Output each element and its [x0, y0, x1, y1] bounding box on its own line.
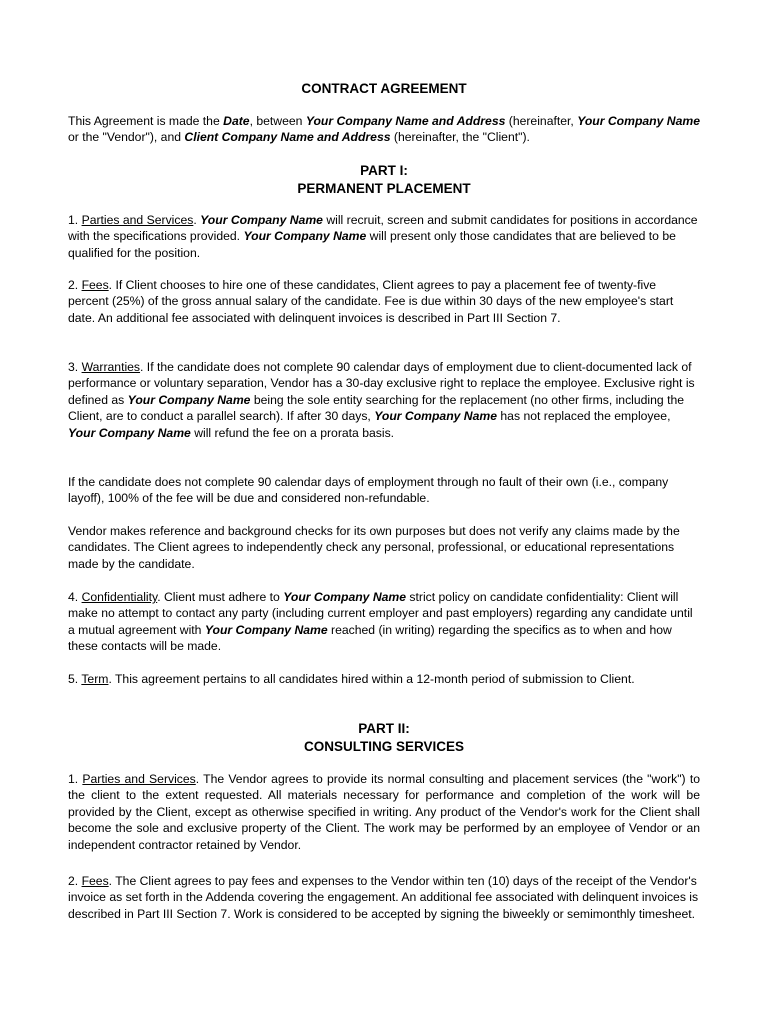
text: has not replaced the employee, [497, 409, 671, 424]
date-placeholder: Date [223, 114, 250, 128]
company-name-placeholder: Your Company Name [283, 590, 407, 604]
text: . The Client agrees to pay fees and expenses to the Vendor within ten (10) days of the receipt of the Vendor's invoice as set forth in the Addenda covering the engagement. An additional fee associated with delinquent invoices is described in Part III Section 7. Work is considered to be accepted by signing the biweekly or semimonthly timesheet. [68, 874, 699, 921]
text: strict policy on candidate confidentiality: Client will make no attempt to contact any party (including current employer and past employers) regarding any candidate until a mutual agreement with [68, 590, 693, 637]
section-number: 2. [68, 278, 82, 292]
text: will recruit, screen and submit candidates for positions in accordance with the specifications provided. [68, 213, 698, 244]
section-title: Fees [81, 278, 109, 292]
text: , between [249, 114, 306, 128]
text: . If Client chooses to hire one of these candidates, Client agrees to pay a placement fee of twenty-five percent (25%) of the gross annual salary of the candidate. Fee is due within 30 days of the new employee's start date. An additional fee associated with delinquent invoices is described in Part III Section 7. [68, 278, 674, 325]
part1-section5-paragraph [68, 671, 700, 687]
section-title: Fees [81, 874, 109, 888]
part2-heading-title: CONSULTING SERVICES [303, 739, 465, 754]
section-title: Term [81, 672, 109, 686]
part2-heading-number: PART II: [358, 721, 410, 736]
section-title: Warranties [81, 360, 141, 374]
part1-section4-paragraph [68, 589, 700, 655]
text: will refund the fee on a prorata basis. [190, 425, 395, 440]
company-name-placeholder: Your Company Name [243, 229, 367, 244]
text: . [193, 213, 201, 227]
section-number: 5. [68, 672, 82, 686]
company-name-placeholder: Your Company Name [374, 409, 498, 424]
company-name-placeholder: Your Company Name [577, 114, 700, 128]
part1-section1-paragraph [68, 212, 700, 261]
part1-reference-paragraph: Vendor makes reference and background checks for its own purposes but does not verify any claims made by the candidates. The Client agrees to independently check any personal, professional, or educational representations made by the candidate. [68, 524, 680, 571]
part1-layoff-paragraph: If the candidate does not complete 90 calendar days of employment through no fault of their own (i.e., company layoff), 100% of the fee will be due and considered non-refundable. [68, 475, 669, 506]
company-name-address-placeholder: Your Company Name and Address [305, 114, 506, 128]
section-title: Parties and Services [82, 772, 196, 786]
text: being the sole entity searching for the replacement (no other firms, including the Client, are to conduct a parallel search). If after 30 days, [68, 392, 685, 424]
text: (hereinafter, the "Client"). [390, 130, 530, 145]
part1-heading-number: PART I: [360, 163, 408, 178]
text: . This agreement pertains to all candidates hired within a 12-month period of submission to Client. [108, 672, 635, 686]
section-number: 2. [68, 874, 82, 888]
intro-paragraph [68, 113, 700, 146]
section-number: 4. [68, 590, 82, 604]
part2-section1-paragraph [68, 771, 700, 853]
section-number: 1. [68, 213, 82, 227]
client-name-address-placeholder: Client Company Name and Address [184, 130, 391, 145]
section-number: 1. [68, 772, 83, 786]
company-name-placeholder: Your Company Name [200, 213, 323, 227]
text: will present only those candidates that are believed to be qualified for the position. [68, 229, 676, 260]
text: or the "Vendor"), and [68, 130, 185, 145]
text: (hereinafter, [505, 114, 578, 128]
text: . If the candidate does not complete 90 calendar days of employment due to client-documented lack of performance or voluntary separation, Vendor has a 30-day exclusive right to replace the employee. Exclusive right is defined as [68, 360, 695, 407]
company-name-placeholder: Your Company Name [127, 392, 251, 407]
section-title: Parties and Services [81, 213, 194, 227]
text: . The Vendor agrees to provide its normal consulting and placement services (the "work") to the client to the extent requested. All materials necessary for performance and completion of the work will be provided by the Client, except as otherwise specified in writing. Any product of the Vendor's work for the Client shall become the sole and exclusive property of the Client. The work may be performed by an employee of Vendor or an independent contractor retained by Vendor. [68, 772, 700, 852]
section-title: Confidentiality [81, 590, 158, 604]
text: reached (in writing) regarding the specifics as to when and how these contacts will be made. [68, 622, 672, 654]
company-name-placeholder: Your Company Name [204, 622, 328, 637]
text: . Client must adhere to [157, 590, 284, 604]
part1-section2-paragraph [68, 277, 700, 326]
document-title: CONTRACT AGREEMENT [301, 81, 467, 96]
company-name-placeholder: Your Company Name [68, 425, 191, 440]
part1-section3-paragraph [68, 359, 700, 441]
part2-section2-paragraph [68, 873, 700, 922]
part1-heading-title: PERMANENT PLACEMENT [297, 181, 471, 196]
section-number: 3. [68, 360, 82, 374]
text: This Agreement is made the [68, 114, 224, 128]
